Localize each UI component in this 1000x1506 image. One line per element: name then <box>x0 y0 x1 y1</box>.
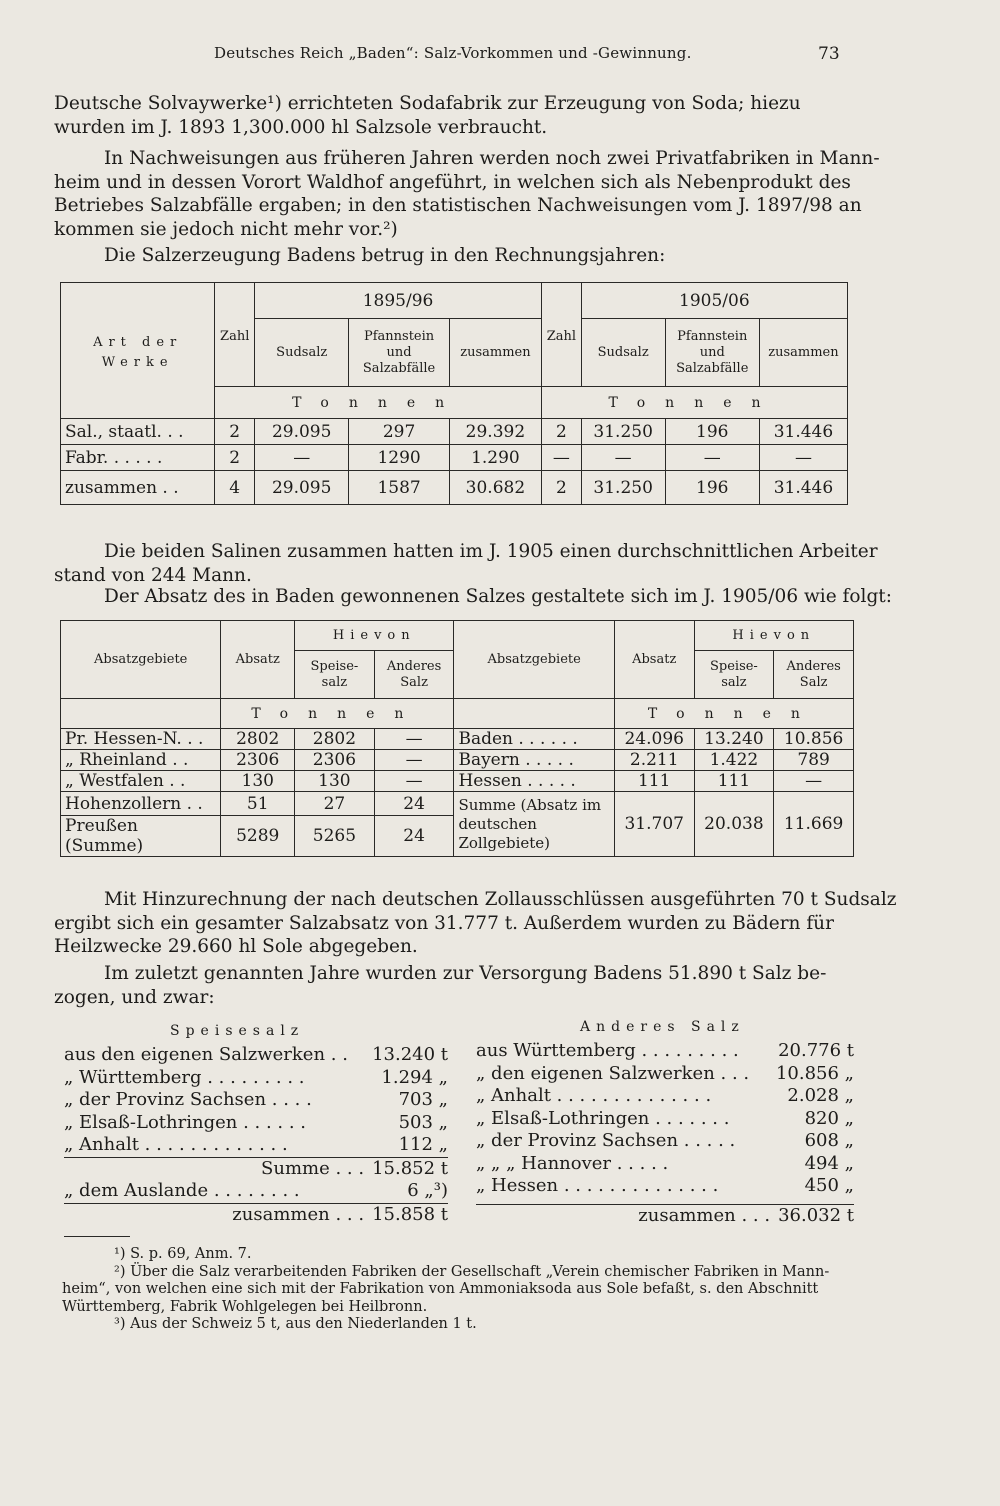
col-art-header: Art der Werke <box>61 283 215 419</box>
paragraph-5 <box>54 585 892 609</box>
col-pfannstein: Pfannstein und Salzabfälle <box>349 319 449 387</box>
speisesalz-list <box>64 1044 448 1226</box>
list-item: „ dem Auslande . . . . . . . . 6 „³) <box>64 1180 448 1201</box>
sales-table <box>60 620 854 857</box>
page-number: 73 <box>818 44 840 64</box>
footnote-2: ²) Über die Salz verarbeitenden Fabriken der Gesellschaft „Verein chemischer Fabriken in Mann- <box>114 1263 830 1280</box>
text-line: Im zuletzt genannten Jahre wurden zur Versorgung Badens 51.890 t Salz be- <box>104 963 827 984</box>
col-anderes-2: Anderes Salz <box>774 651 854 699</box>
paragraph-7 <box>54 962 850 1009</box>
footnote-2-cont: Württemberg, Fabrik Wohlgelegen bei Heilbronn. <box>62 1298 428 1315</box>
list-item: „ der Provinz Sachsen . . . . 703 „ <box>64 1089 448 1110</box>
table-row: Sal., staatl. . . 2 29.095 297 29.392 2 31.250 196 31.446 <box>61 419 848 445</box>
list-item: „ Elsaß-Lothringen . . . . . . 503 „ <box>64 1111 448 1133</box>
col-hievon-2: Hievon <box>694 621 853 651</box>
table-row: „ Westfalen . . 130 130 — Hessen . . . . . 111 111 — <box>61 771 854 792</box>
col-anderes: Anderes Salz <box>374 651 454 699</box>
production-table <box>60 282 848 505</box>
col-absatz: Absatz <box>221 621 295 699</box>
text-line: wurden im J. 1893 1,300.000 hl Salzsole verbraucht. <box>54 116 548 138</box>
list-item: aus Württemberg . . . . . . . . . 20.776 t <box>476 1040 854 1061</box>
unit-tonnen-2: Tonnen <box>542 387 848 419</box>
footnotes <box>62 1246 862 1334</box>
paragraph-1 <box>54 92 850 139</box>
anderes-heading: Anderes Salz <box>580 1019 745 1035</box>
col-hievon: Hievon <box>295 621 454 651</box>
list-item: „ „ „ Hannover . . . . . 494 „ <box>476 1152 854 1174</box>
text-line: Mit Hinzurechnung der nach deutschen Zollausschlüssen ausgeführten 70 t Sudsalz <box>104 889 897 910</box>
unit-tonnen: Tonnen <box>215 387 542 419</box>
speisesalz-heading: Speisesalz <box>170 1023 305 1039</box>
text-line: Der Absatz des in Baden gewonnenen Salzes gestaltete sich im J. 1905/06 wie folgt: <box>104 586 892 607</box>
paragraph-6 <box>54 888 897 959</box>
unit-tonnen-4: Tonnen <box>614 699 853 729</box>
list-item-total: zusammen . . . 15.858 t <box>64 1203 448 1227</box>
col-absatzgebiete: Absatzgebiete <box>61 621 221 699</box>
text-line: heim und in dessen Vorort Waldhof angeführt, in welchen sich als Nebenprodukt des <box>54 171 851 193</box>
footnote-3: ³) Aus der Schweiz 5 t, aus den Niederlanden 1 t. <box>114 1316 477 1332</box>
col-zahl-header: Zahl <box>215 283 255 387</box>
col-sudsalz-2: Sudsalz <box>581 319 665 387</box>
text-line: Deutsche Solvaywerke¹) errichteten Sodafabrik zur Erzeugung von Soda; hiezu <box>54 93 801 114</box>
period-1905: 1905/06 <box>581 283 847 319</box>
text-line: Heilzwecke 29.660 hl Sole abgegeben. <box>54 936 418 957</box>
list-item: „ Hessen . . . . . . . . . . . . . . 450 „ <box>476 1175 854 1196</box>
text-line: In Nachweisungen aus früheren Jahren werden noch zwei Privatfabriken in Mann- <box>104 148 880 169</box>
text-line: Die Salzerzeugung Badens betrug in den Rechnungsjahren: <box>104 245 666 266</box>
col-zusammen: zusammen <box>449 319 541 387</box>
unit-tonnen-3: Tonnen <box>221 699 454 729</box>
text-line: stand von 244 Mann. <box>54 564 252 586</box>
footnote-2-cont: heim“, von welchen eine sich mit der Fabrikation von Ammoniaksoda aus Sole befaßt, s. den Abschnitt <box>62 1281 819 1297</box>
table-row-total: zusammen . . 4 29.095 1587 30.682 2 31.250 196 31.446 <box>61 471 848 505</box>
text-line: Betriebes Salzabfälle ergaben; in den statistischen Nachweisungen vom J. 1897/98 an <box>54 195 862 216</box>
col-absatzgebiete-2: Absatzgebiete <box>454 621 614 699</box>
col-speisesalz-2: Speise-salz <box>694 651 774 699</box>
list-item: „ Württemberg . . . . . . . . . 1.294 „ <box>64 1066 448 1088</box>
col-speisesalz: Speise-salz <box>295 651 375 699</box>
text-line: zogen, und zwar: <box>54 986 215 1008</box>
period-1895: 1895/96 <box>255 283 542 319</box>
text-line: Die beiden Salinen zusammen hatten im J. 1905 einen durchschnittlichen Arbeiter <box>104 541 878 562</box>
list-item: aus den eigenen Salzwerken . . 13.240 t <box>64 1044 448 1065</box>
table-row: Fabr. . . . . . 2 — 1290 1.290 — — — — <box>61 445 848 471</box>
text-line: kommen sie jedoch nicht mehr vor.²) <box>54 218 398 240</box>
col-pfannstein-2: Pfannstein und Salzabfälle <box>665 319 759 387</box>
col-sudsalz: Sudsalz <box>255 319 349 387</box>
list-item: „ der Provinz Sachsen . . . . . 608 „ <box>476 1130 854 1151</box>
table-row: „ Rheinland . . 2306 2306 — Bayern . . . . . 2.211 1.422 789 <box>61 750 854 771</box>
list-item: „ den eigenen Salzwerken . . . 10.856 „ <box>476 1062 854 1084</box>
header-title: Deutsches Reich „Baden“: Salz-Vorkommen und -Gewinnung. <box>214 44 692 62</box>
footnote-rule <box>64 1236 130 1237</box>
paragraph-2 <box>54 147 880 241</box>
list-item-sum: Summe . . . 15.852 t <box>64 1157 448 1181</box>
footnote-1: ¹) S. p. 69, Anm. 7. <box>114 1246 252 1262</box>
table-row-total: Preußen (Summe) 5289 5265 24 <box>61 816 854 857</box>
paragraph-3 <box>54 244 850 268</box>
table-row: Pr. Hessen-N. . . 2802 2802 — Baden . . . . . . 24.096 13.240 10.856 <box>61 729 854 750</box>
col-zahl-header-2: Zahl <box>542 283 582 387</box>
paragraph-4 <box>54 540 878 587</box>
table-row: Hohenzollern . . 51 27 24 Summe (Absatz im deutschen Zollgebiete) 31.707 20.038 11.669 <box>61 792 854 816</box>
list-item-total: zusammen . . . 36.032 t <box>476 1204 854 1228</box>
list-item: „ Elsaß-Lothringen . . . . . . . 820 „ <box>476 1107 854 1129</box>
list-item: „ Anhalt . . . . . . . . . . . . . . 2.028 „ <box>476 1085 854 1106</box>
list-item: „ Anhalt . . . . . . . . . . . . . 112 „ <box>64 1134 448 1155</box>
col-absatz-2: Absatz <box>614 621 694 699</box>
text-line: ergibt sich ein gesamter Salzabsatz von 31.777 t. Außerdem wurden zu Bädern für <box>54 912 834 934</box>
col-zusammen-2: zusammen <box>759 319 847 387</box>
anderes-list <box>476 1040 854 1227</box>
